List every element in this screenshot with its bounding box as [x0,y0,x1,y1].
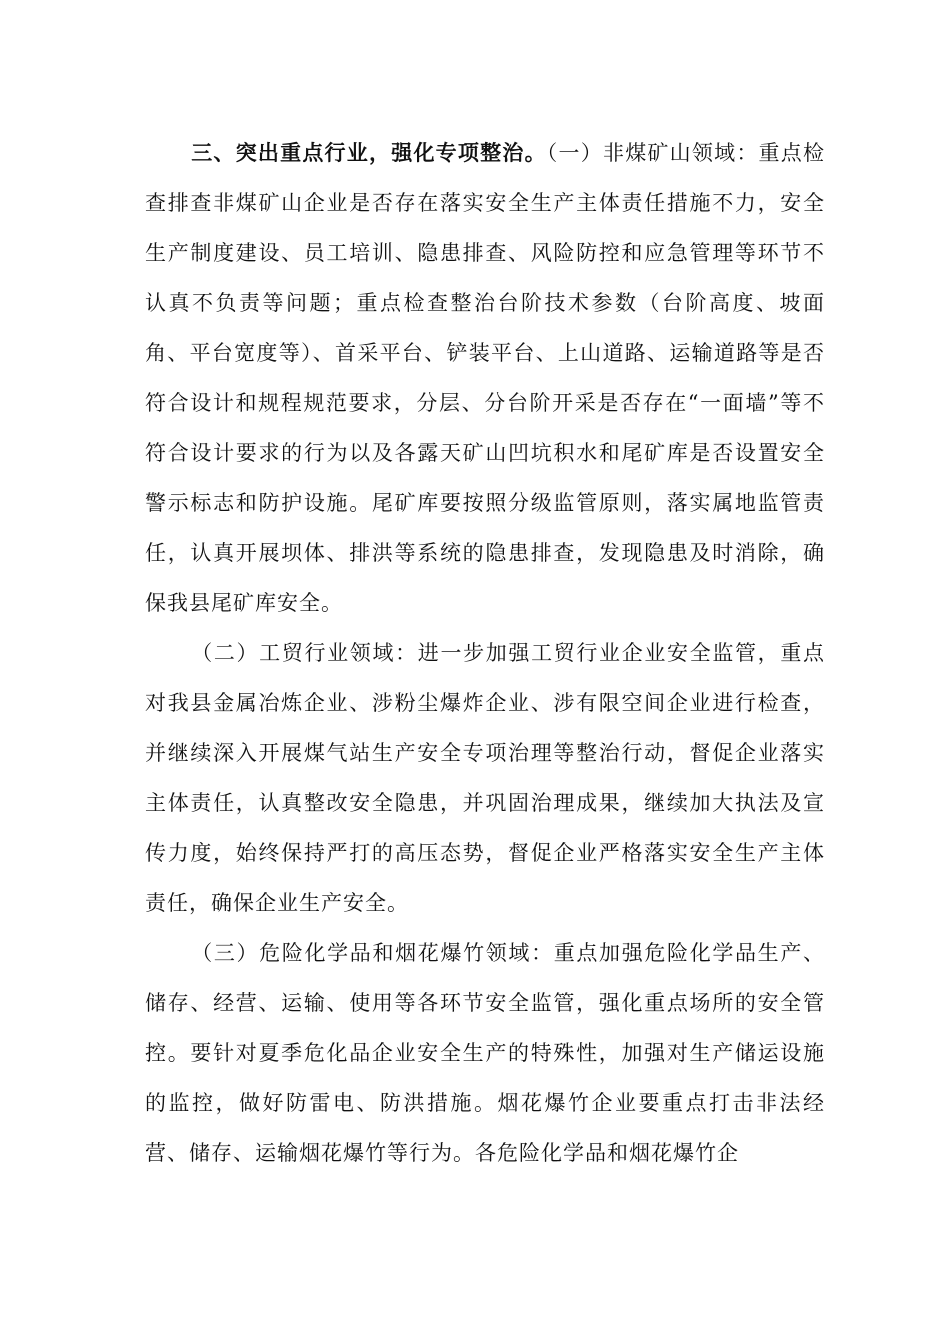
paragraph-text: （二）工贸行业领域：进一步加强工贸行业企业安全监管，重点对我县金属冶炼企业、涉粉尘爆炸企业、涉有限空间企业进行检查，并继续深入开展煤气站生产安全专项治理等整治行动，督促企业落实主体责任，认真整改安全隐患，并巩固治理成果，继续加大执法及宣传力度，始终保持严打的高压态势，督促企业严格落实安全生产主体责任，确保企业生产安全。 [145,641,825,915]
section-heading: 三、突出重点行业，强化专项整治。 [191,140,547,165]
paragraph-text: （三）危险化学品和烟花爆竹领域：重点加强危险化学品生产、储存、经营、运输、使用等各环节安全监管，强化重点场所的安全管控。要针对夏季危化品企业安全生产的特殊性，加强对生产储运设施的监控，做好防雷电、防洪措施。烟花爆竹企业要重点打击非法经营、储存、运输烟花爆竹等行为。各危险化学品和烟花爆竹企 [145,941,825,1165]
paragraph-non-coal-mines [145,128,825,628]
paragraph-text: （一）非煤矿山领域：重点检查排查非煤矿山企业是否存在落实安全生产主体责任措施不力，安全生产制度建设、员工培训、隐患排查、风险防控和应急管理等环节不认真不负责等问题；重点检查整治台阶技术参数（台阶高度、坡面角、平台宽度等）、首采平台、铲装平台、上山道路、运输道路等是否符合设计和规程规范要求，分层、分台阶开采是否存在“一面墙”等不符合设计要求的行为以及各露天矿山凹坑积水和尾矿库是否设置安全警示标志和防护设施。尾矿库要按照分级监管原则，落实属地监管责任，认真开展坝体、排洪等系统的隐患排查，发现隐患及时消除，确保我县尾矿库安全。 [145,141,826,615]
paragraph-hazardous-chemicals [145,928,825,1178]
document-body [145,128,825,1178]
paragraph-industry-trade [145,628,825,928]
